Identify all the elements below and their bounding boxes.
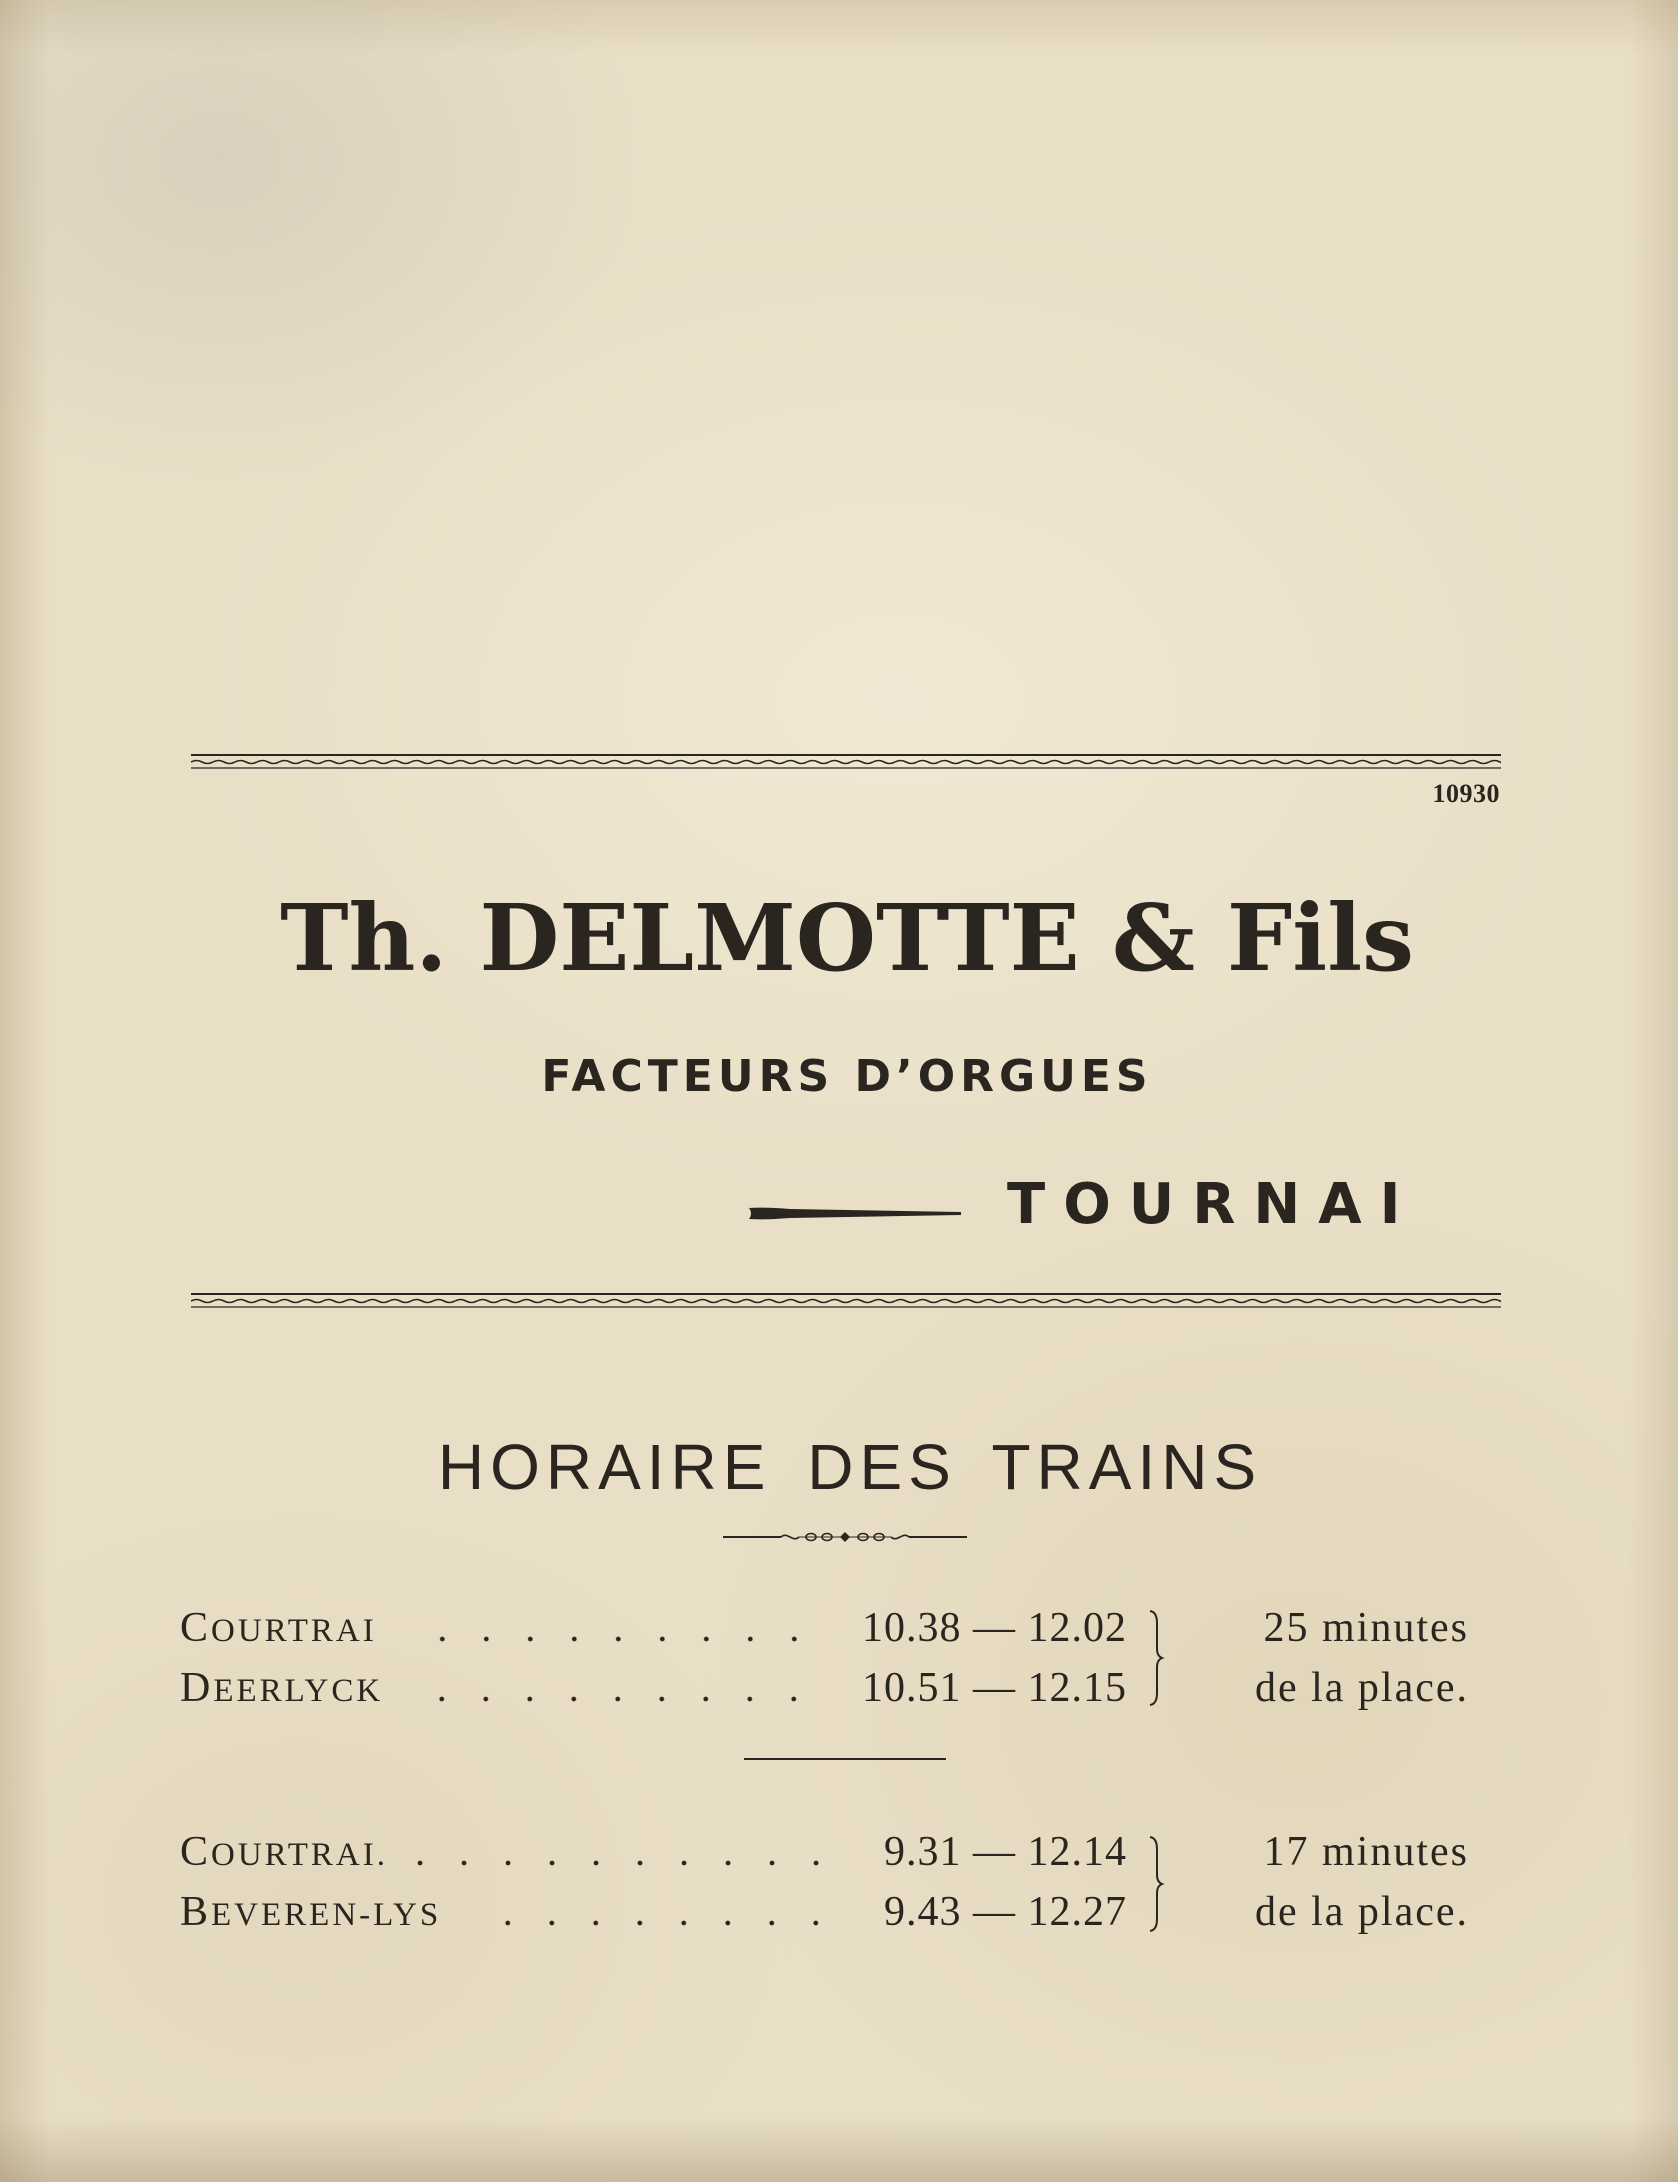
timetable-title: HORAIRE DES TRAINS (437, 1431, 1263, 1503)
firm-name: Th. DELMOTTE & Fils (280, 884, 1414, 992)
leader-dots (469, 1882, 838, 1942)
leader-dots (411, 1658, 816, 1718)
timetable-row (180, 1822, 1127, 1882)
ornamental-rule-top (191, 752, 1501, 772)
train-times: 9.31 — 12.14 (884, 1829, 1127, 1875)
title-flourish-ornament (723, 1527, 967, 1547)
city-name: TOURNAI (1007, 1172, 1419, 1237)
catalog-number: 10930 (1432, 779, 1500, 808)
tapered-dash-ornament (745, 1200, 965, 1226)
distance-note-line1: 25 minutes (1263, 1605, 1469, 1651)
distance-note-line2: de la place. (1254, 1665, 1469, 1711)
timetable-row (180, 1882, 1127, 1942)
brace-icon (1147, 1835, 1165, 1933)
timetable-row (180, 1598, 1127, 1658)
station-name: COURTRAI. (180, 1829, 388, 1875)
distance-note-line2: de la place. (1254, 1889, 1469, 1935)
station-name: BEVEREN-LYS (180, 1889, 442, 1935)
train-times: 10.38 — 12.02 (862, 1605, 1127, 1651)
leader-dots (416, 1822, 838, 1882)
trade-description: FACTEURS D’ORGUES (541, 1051, 1153, 1102)
distance-note-line1: 17 minutes (1263, 1829, 1469, 1875)
station-name: DEERLYCK (180, 1665, 384, 1711)
train-times: 9.43 — 12.27 (884, 1889, 1127, 1935)
brace-icon (1147, 1609, 1165, 1707)
station-name: COURTRAI (180, 1605, 377, 1651)
timetable-row (180, 1658, 1127, 1718)
train-times: 10.51 — 12.15 (862, 1665, 1127, 1711)
group-divider (744, 1758, 946, 1760)
ornamental-rule-bottom (191, 1291, 1501, 1311)
leader-dots (405, 1598, 816, 1658)
